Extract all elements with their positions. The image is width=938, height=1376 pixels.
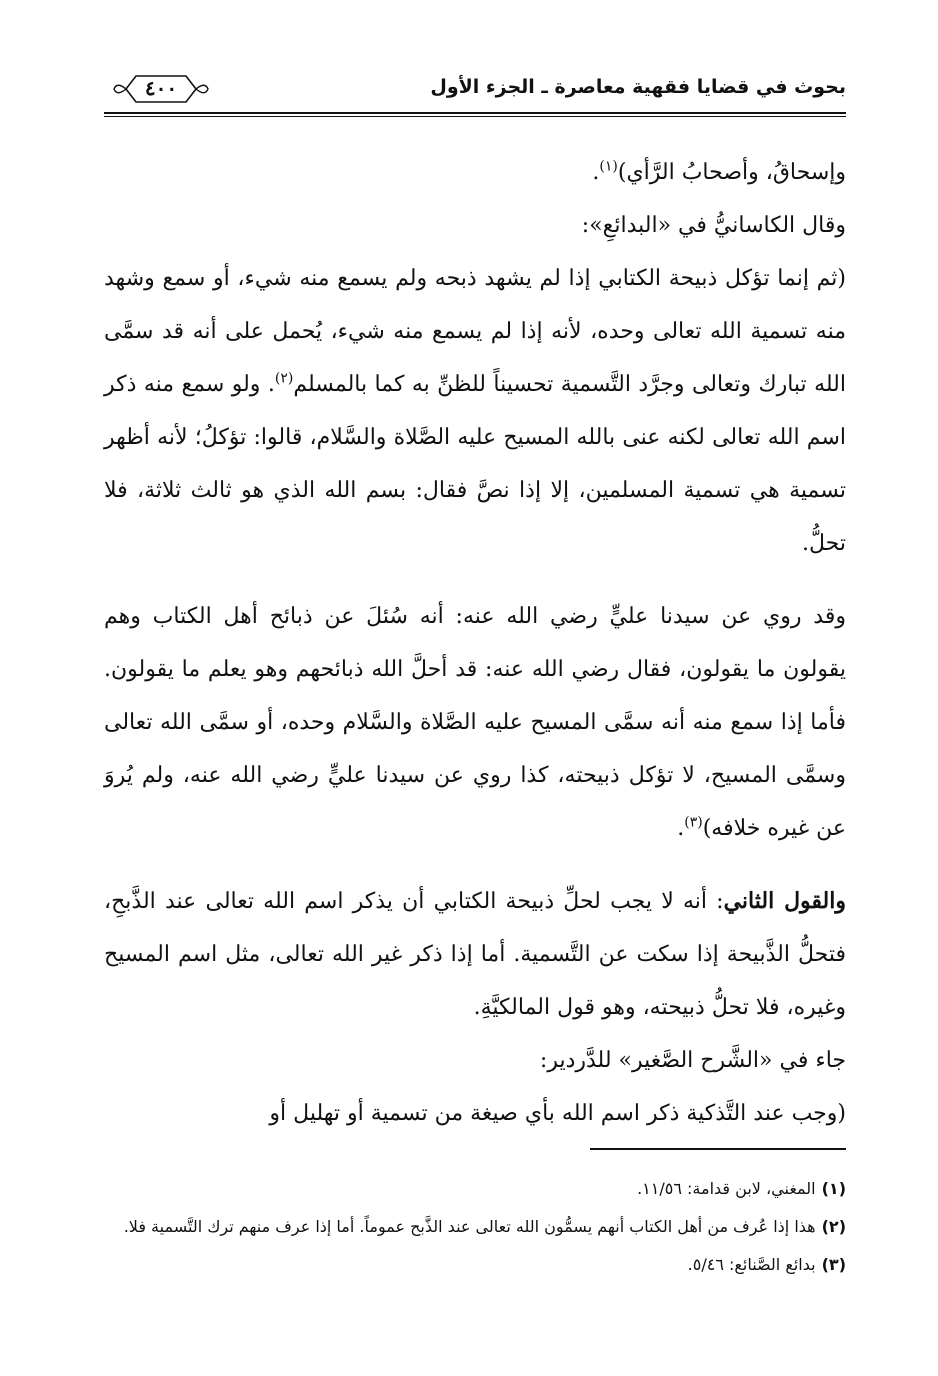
paragraph-6: جاء في «الشَّرح الصَّغير» للدَّردير: <box>539 1048 846 1073</box>
section-lead: والقول الثاني <box>723 888 846 914</box>
paragraph-3: (ثم إنما تؤكل ذبيحة الكتابي إذا لم يشهد ذبحه ولم يسمع منه شيء، أو سمع وشهد منه تسمية الله تعالى وحده، لأنه إذا لم يسمع منه شيء، يُحمل على أنه قد سمَّى الله تبارك وتعالى وجرَّد التَّسمية تحسيناً للظنِّ به كما بالمسلم$^{(٢)}$. ولو سمع منه ذكر اسم الله تعالى لكنه عنى بالله المسيح عليه الصَّلاة والسَّلام، قالوا: تؤكلُ؛ لأنه أظهر تسمية هي تسمية المسلمين، إلا إذا نصَّ فقال: بسم الله الذي هو ثالث ثلاثة، فلا تحلُّ. <box>104 266 846 556</box>
page-number: ٤٠٠ <box>144 76 178 100</box>
book-title: بحوث في قضايا فقهية معاصرة ـ الجزء الأول <box>430 76 846 98</box>
paragraph-5: والقول الثاني: أنه لا يجب لحلِّ ذبيحة الكتابي أن يذكر اسم الله تعالى عند الذَّبحِ، فتحلُّ الذَّبيحة إذا سكت عن التَّسمية. أما إذا ذكر غير الله تعالى، مثل اسم المسيح وغيره، فلا تحلُّ ذبيحته، وهو قول المالكيَّةِ. <box>104 888 846 1020</box>
header-rule-thin <box>104 116 846 117</box>
running-header <box>104 66 846 116</box>
footnote-1: (١)المغني، لابن قدامة: ١١/٥٦. <box>637 1179 846 1198</box>
main-text <box>104 146 846 1140</box>
header-rule <box>104 112 846 114</box>
paragraph-4: وقد روي عن سيدنا عليٍّ رضي الله عنه: أنه سُئلَ عن ذبائح أهل الكتاب وهم يقولون ما يقولون، فقال رضي الله عنه: قد أحلَّ الله ذبائحهم وهو يعلم ما يقولون. فأما إذا سمع منه أنه سمَّى المسيح عليه الصَّلاة والسَّلام وحده، أو سمَّى الله تعالى وسمَّى المسيح، لا تؤكل ذبيحته، كذا روي عن سيدنا عليٍّ رضي الله عنه، ولم يُروَ عن غيره خلافه)$^{(٣)}$. <box>104 604 846 841</box>
footnote-ref-2[interactable]: (٢) <box>274 370 294 387</box>
footnote-2: (٢)هذا إذا عُرف من أهل الكتاب أنهم يسمُّون الله تعالى عند الذَّبح عموماً. أما إذا عرف منهم ترك التَّسمية فلا. <box>123 1217 846 1236</box>
footnotes <box>104 1170 846 1284</box>
footnote-ref-3[interactable]: (٣) <box>684 814 703 831</box>
paragraph-2: وقال الكاسانيُّ في «البدائعِ»: <box>581 213 846 238</box>
footnote-separator <box>590 1148 846 1150</box>
paragraph-7: (وجب عند التَّذكية ذكر اسم الله بأي صيغة من تسمية أو تهليل أو <box>269 1101 846 1126</box>
footnote-3: (٣)بدائع الصَّنائع: ٥/٤٦. <box>687 1255 846 1274</box>
page-number-badge <box>112 70 210 108</box>
paragraph-1: وإسحاقُ، وأصحابُ الرَّأي)$^{(١)}$. <box>592 158 846 185</box>
footnote-ref-1[interactable]: (١) <box>599 158 618 175</box>
